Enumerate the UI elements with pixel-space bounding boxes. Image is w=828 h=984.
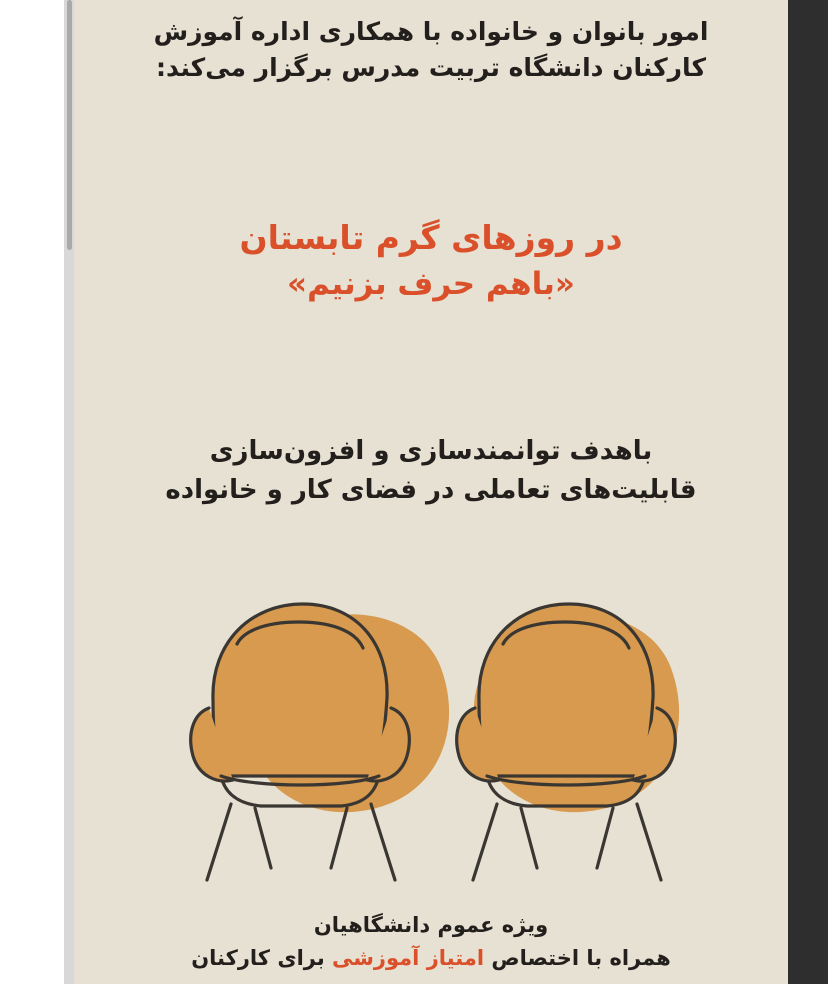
poster-heading-line-2: کارکنان دانشگاه تربیت مدرس برگزار می‌کند:	[156, 52, 706, 82]
poster-purpose-line-2: قابلیت‌های تعاملی در فضای کار و خانواده	[165, 475, 697, 505]
poster-title-line-1: در روزهای گرم تابستان	[239, 218, 623, 257]
poster-purpose-line-1: باهدف توانمندسازی و افزون‌سازی	[209, 436, 653, 466]
footer-line-2-after: برای کارکنان	[191, 946, 333, 971]
poster-title-line-2: «باهم حرف بزنیم»	[287, 265, 575, 302]
footer-line-1: ویژه عموم دانشگاهیان	[313, 912, 549, 937]
footer-line-2-highlight: امتیاز آموزشی	[332, 946, 485, 971]
page-right-area	[0, 0, 74, 984]
poster-heading	[74, 14, 788, 85]
poster-canvas	[74, 0, 788, 984]
footer-line-2-before: همراه با اختصاص	[484, 946, 671, 971]
vertical-scrollbar[interactable]	[67, 0, 72, 250]
poster-title	[74, 214, 788, 307]
poster-purpose	[74, 432, 788, 510]
armchairs-illustration	[74, 580, 788, 900]
poster-footer	[74, 909, 788, 976]
page-left-edge	[788, 0, 828, 984]
footer-line-2	[74, 942, 788, 976]
poster-heading-line-1: امور بانوان و خانواده با همکاری اداره آموزش	[153, 17, 709, 46]
two-armchairs-icon	[151, 580, 711, 900]
